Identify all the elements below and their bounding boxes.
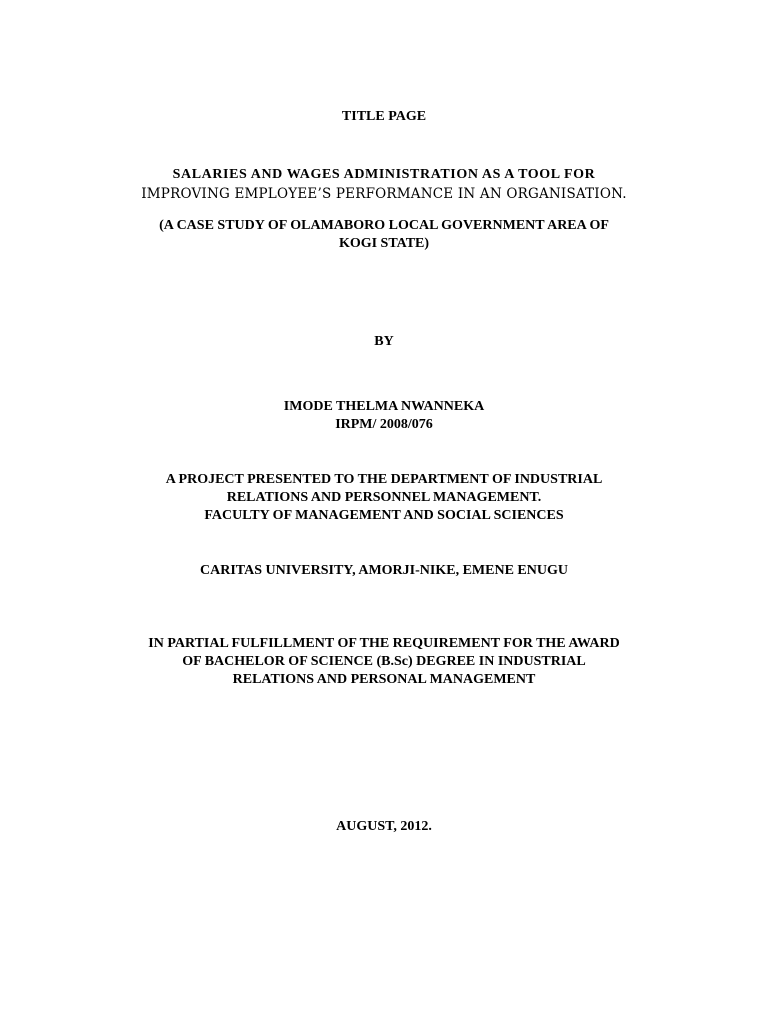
author-name: IMODE THELMA NWANNEKA (283, 399, 485, 414)
university-line: CARITAS UNIVERSITY, AMORJI-NIKE, EMENE ENUGU (200, 563, 568, 578)
fulfillment-line-2: OF BACHELOR OF SCIENCE (B.Sc) DEGREE IN INDUSTRIAL (182, 654, 586, 669)
case-study-line-1: (A CASE STUDY OF OLAMABORO LOCAL GOVERNMENT AREA OF (159, 218, 609, 233)
case-study-line-2: KOGI STATE) (338, 236, 430, 251)
faculty-line: FACULTY OF MANAGEMENT AND SOCIAL SCIENCES (204, 508, 564, 523)
registration-number: IRPM/ 2008/076 (335, 417, 433, 432)
fulfillment-line-3: RELATIONS AND PERSONAL MANAGEMENT (232, 672, 536, 687)
submission-date: AUGUST, 2012. (336, 819, 432, 834)
presented-line-1: A PROJECT PRESENTED TO THE DEPARTMENT OF INDUSTRIAL (165, 472, 603, 487)
presented-line-2: RELATIONS AND PERSONNEL MANAGEMENT. (226, 490, 542, 505)
project-title-line-2: IMPROVING EMPLOYEE’S PERFORMANCE IN AN ORGANISATION. (141, 186, 627, 202)
project-title-line-1: SALARIES AND WAGES ADMINISTRATION AS A TOOL FOR (172, 167, 596, 182)
fulfillment-line-1: IN PARTIAL FULFILLMENT OF THE REQUIREMENT FOR THE AWARD (148, 636, 620, 651)
page-heading: TITLE PAGE (341, 109, 427, 124)
by-label: BY (374, 334, 394, 349)
